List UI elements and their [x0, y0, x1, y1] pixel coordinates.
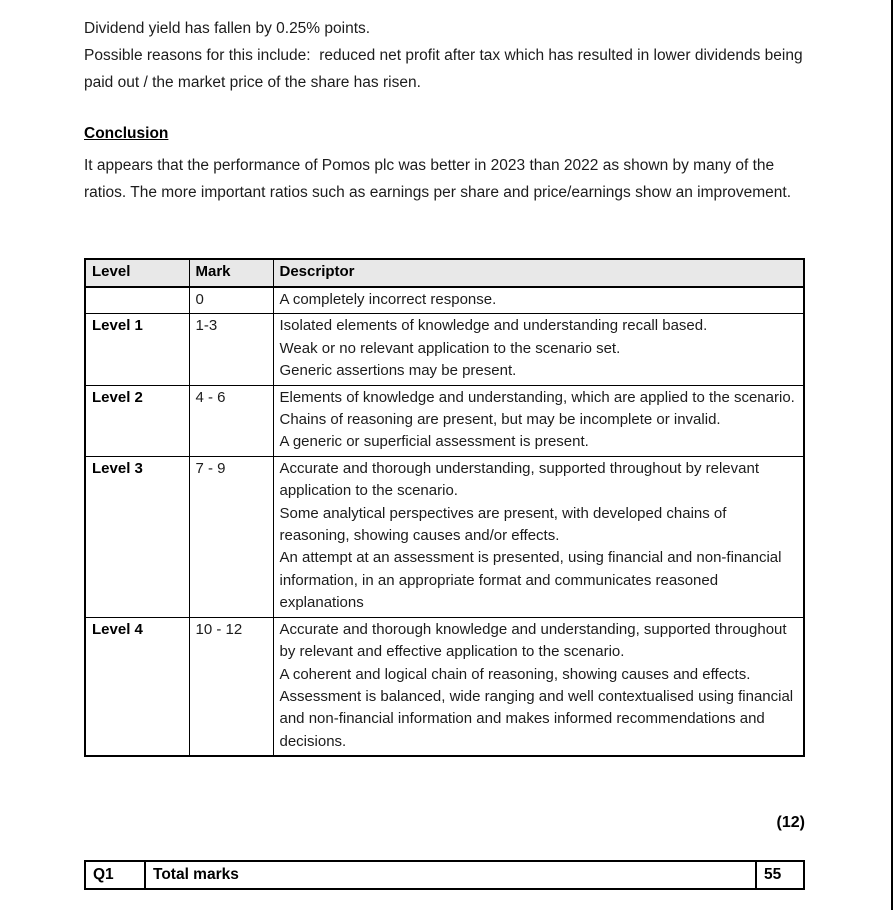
mark-cell: 4 - 6: [189, 385, 273, 456]
descriptor-line: Isolated elements of knowledge and understanding recall based.: [279, 317, 708, 335]
descriptor-cell: [273, 617, 804, 756]
descriptor-line: Chains of reasoning are present, but may be incomplete or invalid.: [279, 411, 721, 429]
header-level: Level: [85, 259, 189, 287]
descriptor-line: Generic assertions may be present.: [279, 362, 517, 380]
level-cell: Level 4: [85, 617, 189, 756]
table-row-level0: [85, 287, 804, 314]
question-number-cell: Q1: [85, 861, 145, 889]
mark-cell: 1-3: [189, 314, 273, 385]
mark-scheme-table: [84, 258, 805, 757]
table-row-level2: [85, 385, 804, 456]
dividend-yield-line: Dividend yield has fallen by 0.25% points.: [84, 20, 371, 37]
question-marks-badge: (12): [776, 814, 805, 831]
total-marks-label-cell: Total marks: [145, 861, 756, 889]
level-cell: [85, 287, 189, 314]
mark-cell: 10 - 12: [189, 617, 273, 756]
level-cell: Level 1: [85, 314, 189, 385]
level-cell: Level 2: [85, 385, 189, 456]
conclusion-heading: Conclusion: [84, 125, 169, 142]
descriptor-line: Accurate and thorough understanding, supported throughout by relevant application to the scenario.: [279, 459, 760, 500]
table-row-level4: [85, 617, 804, 756]
descriptor-cell: [273, 314, 804, 385]
descriptor-cell: [273, 456, 804, 617]
descriptor-line: Elements of knowledge and understanding, which are applied to the scenario.: [279, 388, 795, 406]
header-mark: Mark: [189, 259, 273, 287]
page-edge-line: [891, 0, 893, 910]
intro-paragraphs: [84, 15, 805, 96]
total-marks-value-cell: 55: [756, 861, 804, 889]
table-row-level1: [85, 314, 804, 385]
descriptor-cell: [273, 385, 804, 456]
header-descriptor: Descriptor: [273, 259, 804, 287]
descriptor-line: A coherent and logical chain of reasoning, showing causes and effects.: [279, 665, 751, 683]
descriptor-line: Weak or no relevant application to the scenario set.: [279, 339, 621, 357]
descriptor-cell: [273, 287, 804, 314]
total-marks-table: [84, 860, 805, 890]
conclusion-body: It appears that the performance of Pomos plc was better in 2023 than 2022 as shown by many of the ratios. The more important ratios such as earnings per share and price/earnings show an improvement.: [84, 157, 792, 201]
descriptor-line: A generic or superficial assessment is present.: [279, 433, 589, 451]
mark-cell: 0: [189, 287, 273, 314]
descriptor-line: A completely incorrect response.: [279, 291, 497, 308]
possible-reasons-line: Possible reasons for this include: reduced net profit after tax which has resulted in lower dividends being paid out / the market price of the share has risen.: [84, 47, 807, 91]
total-marks-row: [85, 861, 804, 889]
descriptor-line: Some analytical perspectives are present, with developed chains of reasoning, showing causes and/or effects.: [279, 504, 727, 545]
descriptor-line: Accurate and thorough knowledge and understanding, supported throughout by relevant and effective application to the scenario.: [279, 620, 787, 661]
descriptor-line: Assessment is balanced, wide ranging and well contextualised using financial and non-financial information and makes informed recommendations and decisions.: [279, 687, 794, 750]
mark-scheme-header-row: [85, 259, 804, 287]
level-cell: Level 3: [85, 456, 189, 617]
descriptor-line: An attempt at an assessment is presented, using financial and non-financial information, in an appropriate format and communicates reasoned explanations: [279, 549, 782, 612]
mark-cell: 7 - 9: [189, 456, 273, 617]
table-row-level3: [85, 456, 804, 617]
